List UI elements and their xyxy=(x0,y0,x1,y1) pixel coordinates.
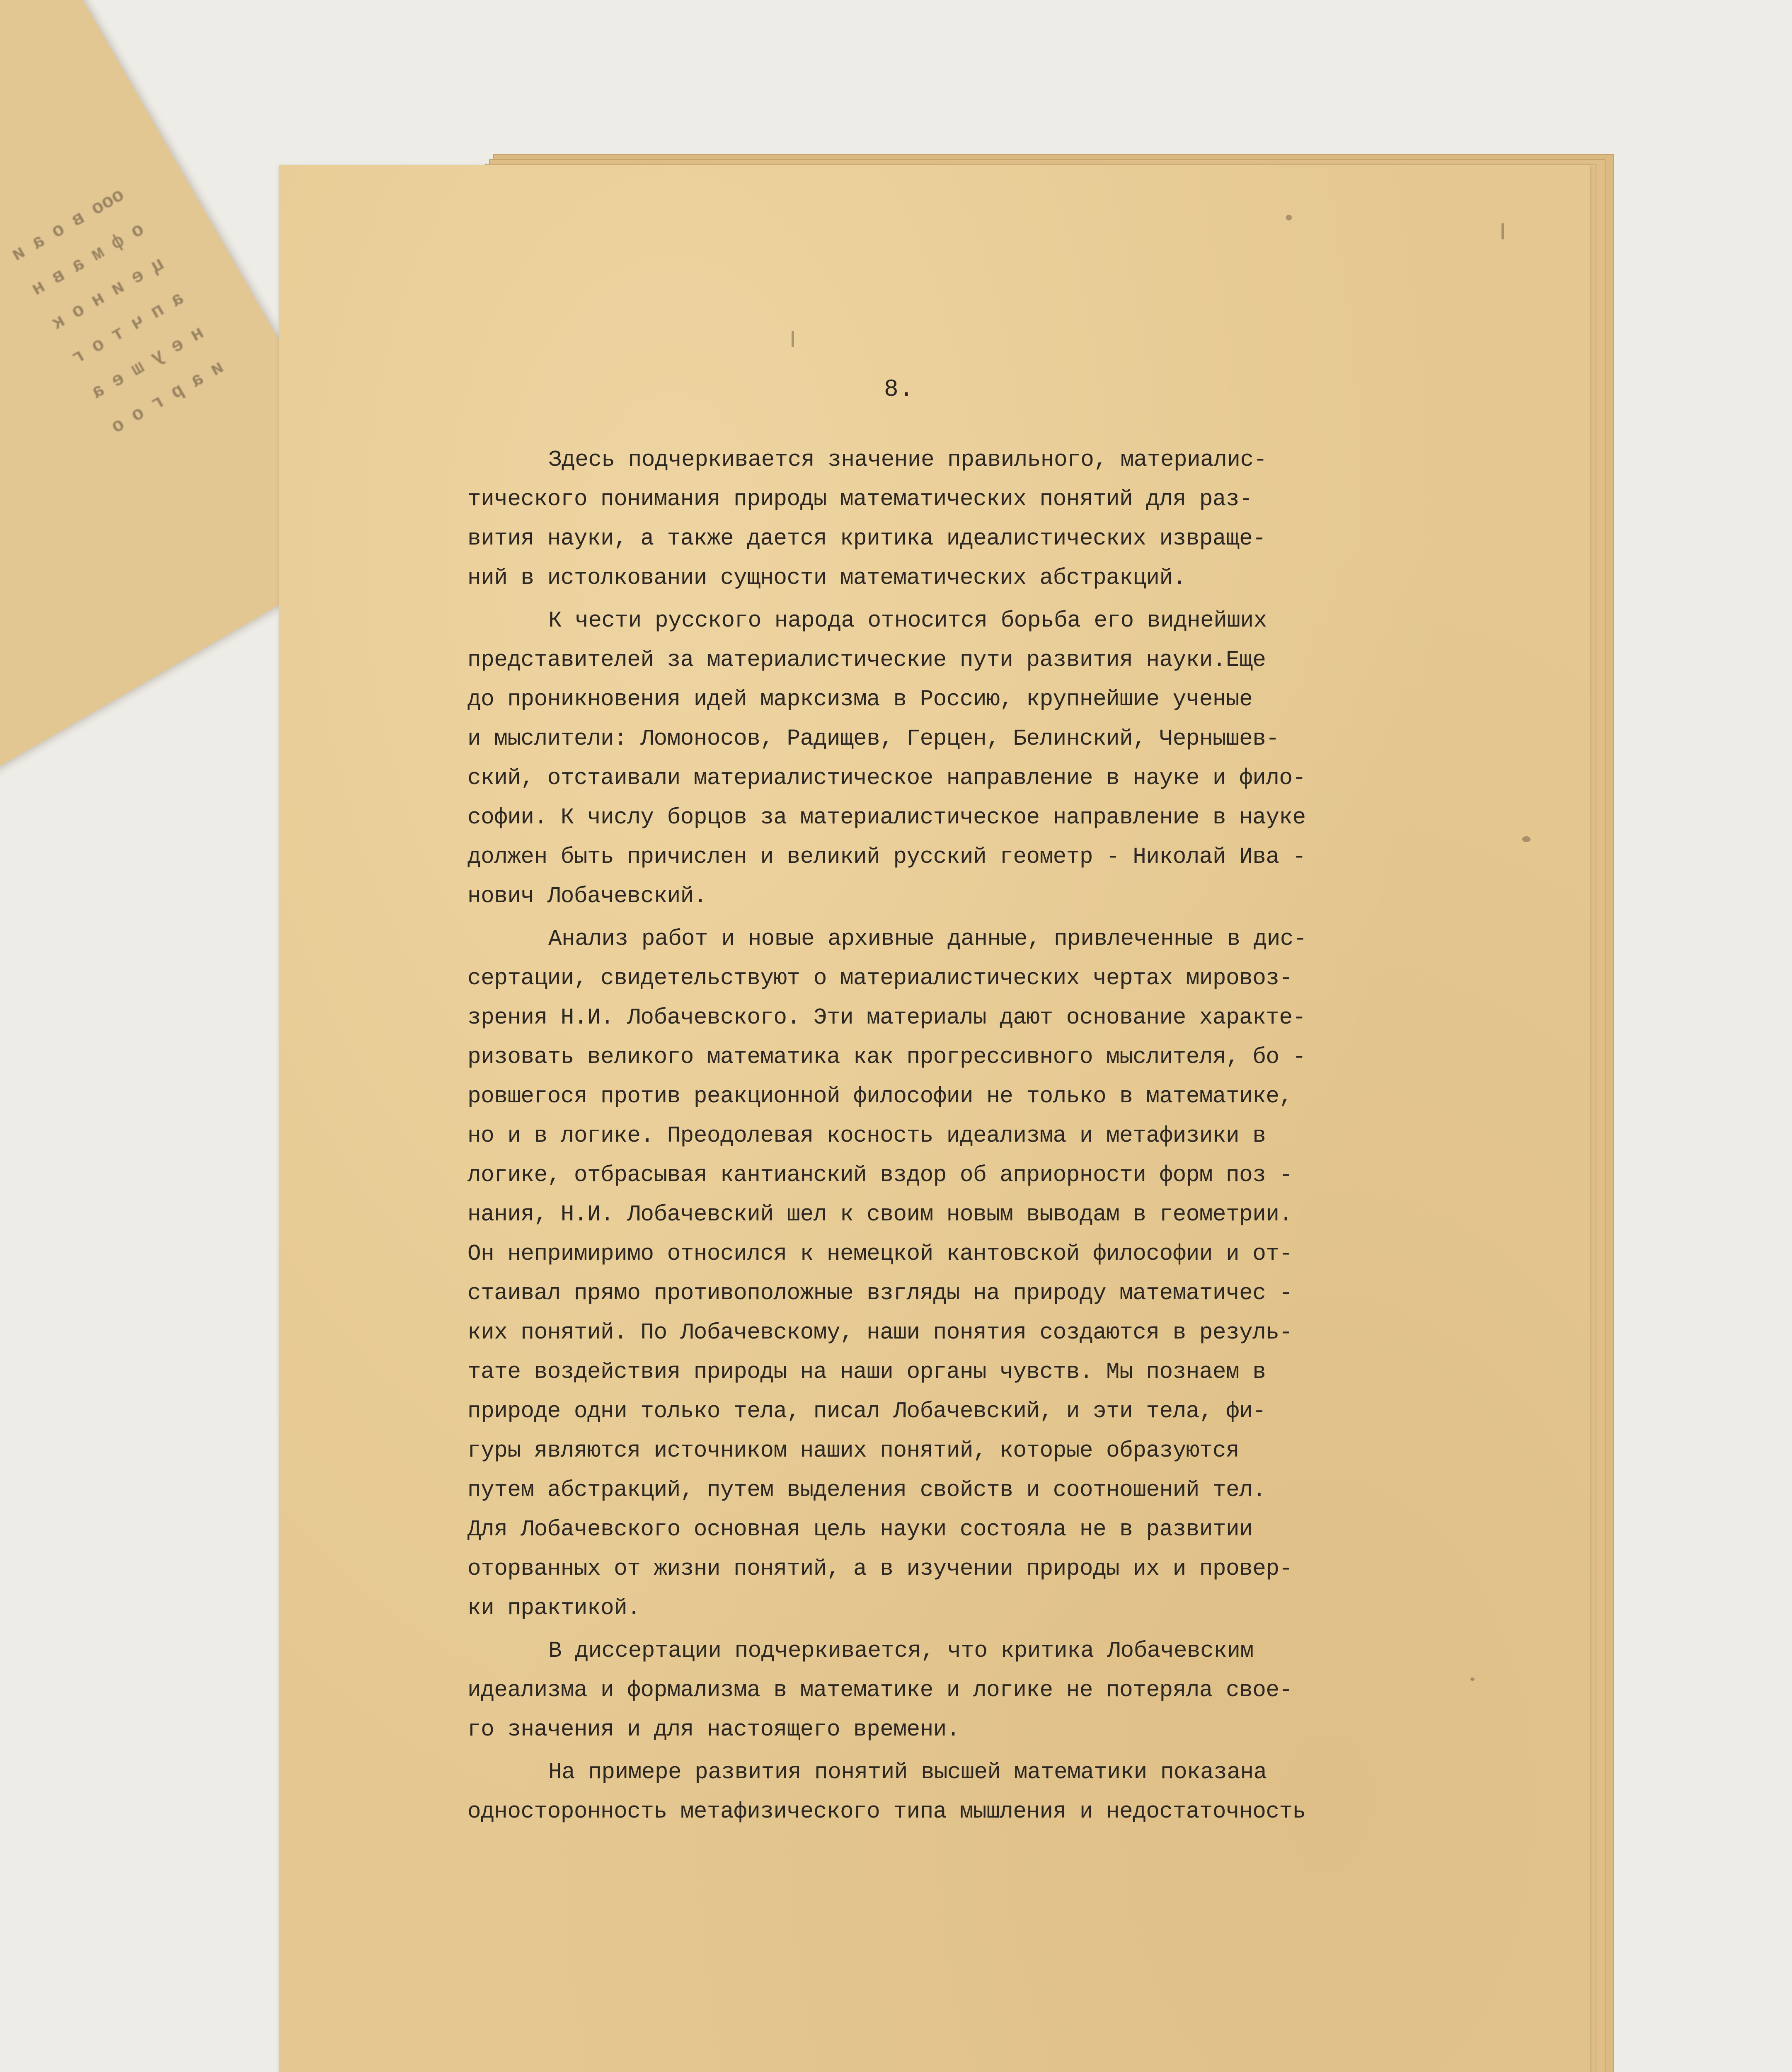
text-line: должен быть причислен и великий русский геометр - Николай Ива - xyxy=(467,845,1306,870)
text-line: ризовать великого математика как прогрессивного мыслителя, бо - xyxy=(467,1045,1306,1070)
text-line: На примере развития понятий высшей математики показана xyxy=(548,1760,1267,1785)
text-line: В диссертации подчеркивается, что критика Лобачевским xyxy=(548,1639,1254,1664)
paper-speck xyxy=(1522,836,1530,842)
text-line: но и в логике. Преодолевая косность идеализма и метафизики в xyxy=(467,1123,1266,1149)
text-line: Он непримиримо относился к немецкой кантовской философии и от- xyxy=(467,1242,1293,1267)
text-line: гуры являются источником наших понятий, которые образуются xyxy=(467,1438,1240,1464)
text-line: путем абстракций, путем выделения свойств и соотношений тел. xyxy=(467,1478,1266,1503)
text-line: ский, отстаивали материалистическое направление в науке и фило- xyxy=(467,766,1306,791)
text-line: го значения и для настоящего времени. xyxy=(467,1717,960,1743)
text-line: зрения Н.И. Лобачевского. Эти материалы дают основание характе- xyxy=(467,1005,1306,1031)
text-line: и мыслители: Ломоносов, Радищев, Герцен, Белинский, Чернышев- xyxy=(467,726,1279,752)
bleed-through-text: ооо в о а и о ф м а в н ц е и н о к а п ч т о г н е у ш е а и а р г о о xyxy=(8,184,228,438)
text-line: тического понимания природы математических понятий для раз- xyxy=(467,487,1253,512)
text-line: идеализма и формализма в математике и логике не потеряла свое- xyxy=(467,1678,1293,1703)
paper-speck xyxy=(1501,223,1504,240)
text-line: оторванных от жизни понятий, а в изучении природы их и провер- xyxy=(467,1556,1293,1582)
text-line: К чести русского народа относится борьба его виднейших xyxy=(548,608,1267,634)
text-line: Анализ работ и новые архивные данные, привлеченные в дис- xyxy=(548,927,1307,952)
text-line: Здесь подчеркивается значение правильного, материалис- xyxy=(548,448,1267,473)
text-line: нания, Н.И. Лобачевский шел к своим новым выводам в геометрии. xyxy=(467,1202,1293,1227)
paper-speck xyxy=(1286,215,1292,220)
text-line: сертации, свидетельствуют о материалистических чертах мировоз- xyxy=(467,966,1293,991)
text-line: ровшегося против реакционной философии не только в математике, xyxy=(467,1084,1293,1109)
text-line: Для Лобачевского основная цель науки состояла не в развитии xyxy=(467,1517,1253,1542)
text-line: вития науки, а также дается критика идеалистических извраще- xyxy=(467,526,1266,552)
text-line: представителей за материалистические пути развития науки.Еще xyxy=(467,648,1266,673)
text-line: логике, отбрасывая кантианский вздор об априорности форм поз - xyxy=(467,1163,1293,1188)
text-line: ких понятий. По Лобачевскому, наши понятия создаются в резуль- xyxy=(467,1320,1293,1346)
document-page xyxy=(279,165,1590,2072)
body-text xyxy=(467,441,1470,1832)
text-line: ки практикой. xyxy=(467,1596,641,1621)
paper-speck xyxy=(1470,1677,1475,1681)
text-line: тате воздействия природы на наши органы чувств. Мы познаем в xyxy=(467,1360,1266,1385)
text-line: односторонность метафизического типа мышления и недостаточность xyxy=(467,1799,1306,1825)
text-line: ний в истолковании сущности математических абстракций. xyxy=(467,566,1186,591)
page-number: 8. xyxy=(884,376,915,403)
paper-speck xyxy=(792,331,794,347)
text-line: нович Лобачевский. xyxy=(467,884,707,909)
text-line: природе одни только тела, писал Лобачевский, и эти тела, фи- xyxy=(467,1399,1266,1424)
text-line: до проникновения идей марксизма в Россию, крупнейшие ученые xyxy=(467,687,1253,712)
text-line: стаивал прямо противоположные взгляды на природу математичес - xyxy=(467,1281,1293,1306)
text-line: софии. К числу борцов за материалистическое направление в науке xyxy=(467,805,1306,830)
